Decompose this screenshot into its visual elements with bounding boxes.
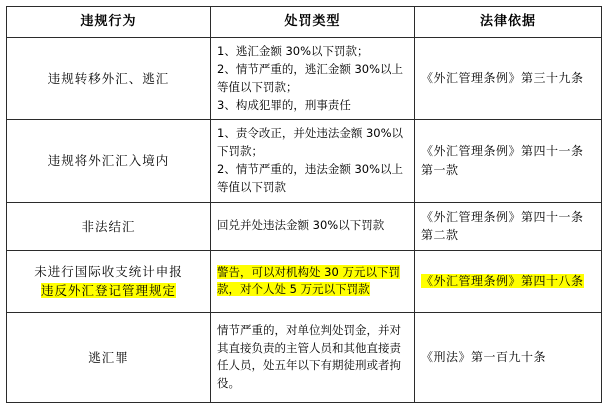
cell-penalty [211, 120, 415, 202]
table-body [7, 38, 602, 403]
table-row [7, 120, 602, 202]
cell-penalty [211, 38, 415, 120]
law-line: 《刑法》第一百九十条 [421, 350, 547, 365]
cell-action [7, 38, 211, 120]
penalty-line: 1、责令改正，并处违法金额 30%以下罚款； [217, 126, 404, 159]
action-line: 未进行国际收支统计申报 [34, 263, 183, 279]
penalty-line: 2、情节严重的，逃汇金额 30%以上等值以下罚款； [217, 61, 404, 94]
cell-action [7, 120, 211, 202]
cell-law [415, 202, 602, 250]
table-header [7, 7, 602, 38]
cell-law [415, 38, 602, 120]
highlight-mark: 《外汇管理条例》第四十八条 [421, 274, 584, 289]
table-header-row [7, 7, 602, 38]
cell-action [7, 250, 211, 312]
header-cell-law: 法律依据 [415, 7, 602, 38]
law-line: 《外汇管理条例》第四十一条第一款 [421, 144, 584, 178]
action-line: 非法结汇 [81, 218, 136, 234]
cell-penalty [211, 312, 415, 402]
table-row [7, 250, 602, 312]
action-line: 逃汇罪 [88, 349, 129, 365]
action-line: 违规将外汇汇入境内 [47, 153, 170, 169]
penalty-line: 2、情节严重的，违法金额 30%以上等值以下罚款 [217, 162, 404, 194]
penalty-line: 回兑并处违法金额 30%以下罚款 [217, 218, 385, 233]
penalty-line: 3、构成犯罪的，刑事责任 [217, 97, 351, 112]
header-cell-action: 违规行为 [7, 7, 211, 38]
regulation-table [6, 6, 602, 403]
action-line-highlighted [13, 281, 204, 300]
table-row [7, 38, 602, 120]
cell-law [415, 120, 602, 202]
highlight-mark: 违反外汇登记管理规定 [40, 283, 176, 299]
law-line-highlighted [421, 272, 595, 291]
penalty-line: 情节严重的，对单位判处罚金，并对其直接负责的主管人员和其他直接责任人员，处五年以下有期徒刑或者拘役。 [217, 322, 401, 391]
table-row [7, 202, 602, 250]
cell-action [7, 202, 211, 250]
law-line: 《外汇管理条例》第三十九条 [421, 71, 584, 86]
table-row [7, 312, 602, 402]
cell-law [415, 250, 602, 312]
penalty-line-highlighted [217, 264, 408, 300]
cell-penalty [211, 250, 415, 312]
cell-action [7, 312, 211, 402]
highlight-mark: 警告，可以对机构处 30 万元以下罚款，对个人处 5 万元以下罚款 [217, 264, 400, 297]
action-line: 违规转移外汇、逃汇 [47, 71, 170, 87]
penalty-line: 1、逃汇金额 30%以下罚款； [217, 44, 369, 59]
law-line: 《外汇管理条例》第四十一条第二款 [421, 209, 584, 243]
header-cell-penalty: 处罚类型 [211, 7, 415, 38]
cell-penalty [211, 202, 415, 250]
cell-law [415, 312, 602, 402]
